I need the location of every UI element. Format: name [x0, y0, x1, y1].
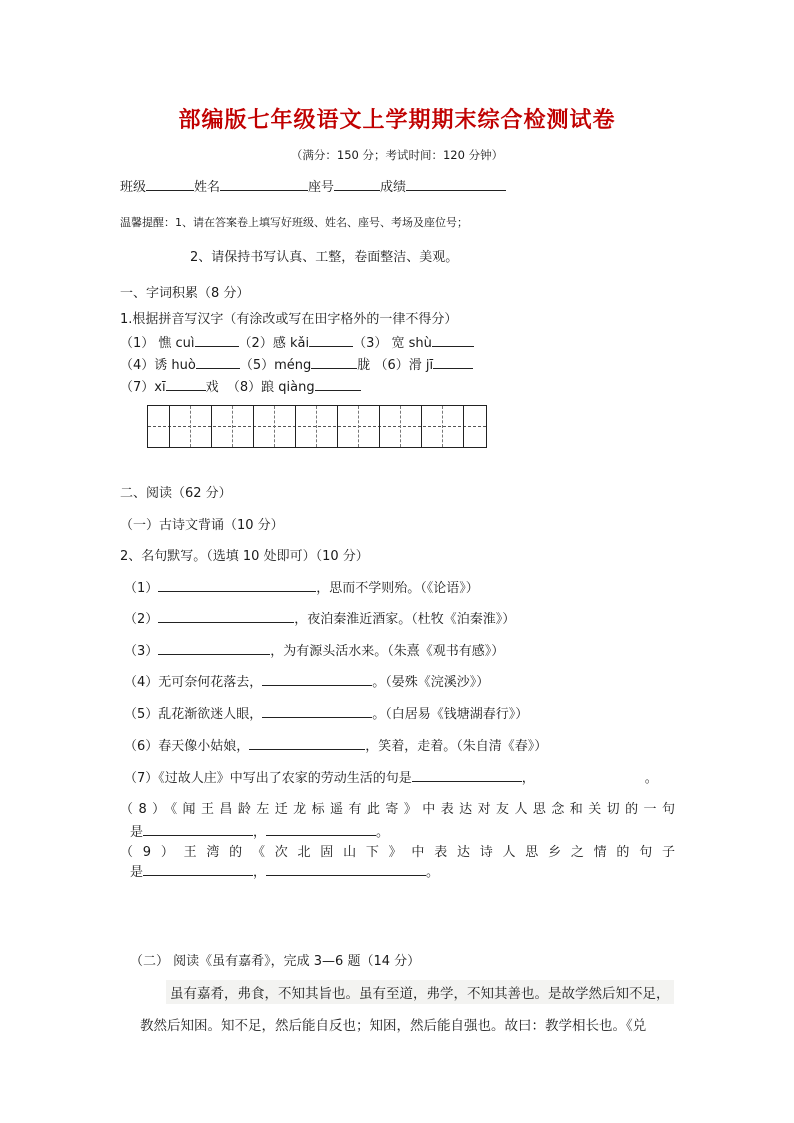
section2-heading: 二、阅读（62 分）: [120, 486, 232, 501]
grid-line: [400, 406, 401, 447]
class-label: 班级: [120, 180, 147, 195]
answer-blank[interactable]: [432, 334, 474, 347]
answer-blank[interactable]: [143, 863, 253, 876]
exam-subtitle: （满分：150 分；考试时间：120 分钟）: [290, 148, 504, 162]
grid-line: [232, 406, 233, 447]
item-prefix: （4）无可奈何花落去，: [124, 675, 263, 690]
answer-blank[interactable]: [158, 610, 294, 623]
name-field[interactable]: [220, 178, 308, 191]
item-suffix: ，夜泊秦淮近酒家。（杜牧《泊秦淮》）: [294, 612, 516, 627]
pinyin-item-5: （5）méng: [239, 358, 312, 373]
recitation-item-4: [124, 671, 489, 690]
item-prefix: 是: [130, 865, 144, 880]
grid-line: [442, 406, 443, 447]
grid-line: [463, 406, 464, 447]
pinyin-row-3: [120, 376, 361, 395]
question-8-line-2: [130, 821, 389, 840]
name-label: 姓名: [194, 180, 221, 195]
answer-blank[interactable]: [158, 579, 316, 592]
grid-line: [190, 406, 191, 447]
answer-blank[interactable]: [266, 823, 376, 836]
reminder-line-2: 2、请保持书写认真、工整，卷面整洁、美观。: [190, 250, 459, 265]
item-prefix: （1）: [124, 581, 159, 596]
grid-line: [421, 406, 422, 447]
answer-blank[interactable]: [311, 356, 357, 369]
recitation-item-7: [124, 767, 658, 786]
item-suffix: 。（白居易《钱塘湖春行》）: [372, 707, 529, 722]
item-separator: ，: [253, 825, 267, 840]
grid-line: [211, 406, 212, 447]
item-suffix: 。: [376, 825, 390, 840]
pinyin-item-3: （3） 宽 shù: [353, 336, 432, 351]
passage-line-1: 虽有嘉肴，弗食，不知其旨也。虽有至道，弗学，不知其善也。是故学然后知不足，: [166, 980, 674, 1004]
score-field[interactable]: [406, 178, 506, 191]
item-suffix: ，思而不学则殆。（《论语》）: [316, 581, 479, 596]
pinyin-item-6: （6）滑 jī: [374, 358, 434, 373]
question-9-line-1: （9）王湾的《次北固山下》中表达诗人思乡之情的句子: [120, 845, 675, 860]
item-prefix: （2）: [124, 612, 159, 627]
passage-line-2: 教然后知困。知不足，然后能自反也；知困，然后能自强也。故曰：教学相长也。《兑: [140, 1018, 647, 1034]
pinyin-row-1: [120, 332, 474, 351]
item-prefix: 是: [130, 825, 144, 840]
item-separator: ，: [521, 771, 535, 786]
subsection-1-heading: （一）古诗文背诵（10 分）: [120, 518, 284, 533]
item-separator: ，: [253, 865, 267, 880]
seat-field[interactable]: [334, 178, 380, 191]
question-2: 2、名句默写。（选填 10 处即可）（10 分）: [120, 549, 369, 564]
recitation-item-1: [124, 577, 479, 596]
item-prefix: （6）春天像小姑娘，: [124, 739, 250, 754]
tianzige-grid[interactable]: [147, 405, 487, 448]
reminder-line-1: 温馨提醒：1、请在答案卷上填写好班级、姓名、座号、考场及座位号；: [120, 216, 468, 229]
seat-label: 座号: [308, 180, 335, 195]
grid-line: [316, 406, 317, 447]
item-prefix: （3）: [124, 644, 159, 659]
answer-blank[interactable]: [309, 334, 353, 347]
score-label: 成绩: [380, 180, 407, 195]
answer-blank[interactable]: [262, 673, 372, 686]
answer-blank[interactable]: [143, 823, 253, 836]
student-info-row: [120, 176, 506, 195]
pinyin-item-5-suffix: 胧: [357, 358, 371, 373]
pinyin-item-1: （1） 憔 cuì: [120, 336, 195, 351]
pinyin-item-7: （7）xī: [120, 380, 166, 395]
grid-line: [358, 406, 359, 447]
answer-blank[interactable]: [266, 863, 426, 876]
item-prefix: （5）乱花渐欲迷人眼，: [124, 707, 263, 722]
question-9-line-2: [130, 861, 439, 880]
grid-line: [337, 406, 338, 447]
item-suffix: ，为有源头活水来。（朱熹《观书有感》）: [270, 644, 505, 659]
page-title: 部编版七年级语文上学期期末综合检测试卷: [178, 107, 616, 133]
class-field[interactable]: [146, 178, 194, 191]
pinyin-item-4: （4）诱 huò: [120, 358, 196, 373]
pinyin-item-8: （8）踉 qiàng: [226, 380, 315, 395]
answer-blank[interactable]: [196, 356, 240, 369]
grid-line: [379, 406, 380, 447]
answer-blank[interactable]: [315, 378, 361, 391]
answer-blank[interactable]: [412, 769, 522, 782]
item-suffix: 。（晏殊《浣溪沙》）: [372, 675, 490, 690]
recitation-item-6: [124, 735, 547, 754]
item-suffix: 。: [644, 771, 658, 786]
grid-line: [253, 406, 254, 447]
answer-blank[interactable]: [166, 378, 206, 391]
recitation-item-2: [124, 608, 515, 627]
grid-line: [274, 406, 275, 447]
grid-line: [169, 406, 170, 447]
pinyin-row-2: [120, 354, 473, 373]
answer-blank[interactable]: [249, 737, 365, 750]
answer-blank[interactable]: [262, 705, 372, 718]
question-8-line-1: （8）《闻王昌龄左迁龙标遥有此寄》中表达对友人思念和关切的一句: [120, 802, 675, 817]
answer-blank[interactable]: [158, 642, 270, 655]
grid-line: [295, 406, 296, 447]
question-1: 1.根据拼音写汉字（有涂改或写在田字格外的一律不得分）: [120, 312, 458, 327]
answer-blank[interactable]: [535, 769, 645, 782]
pinyin-item-2: （2）感 kǎi: [238, 336, 310, 351]
grid-midline: [148, 426, 486, 427]
recitation-item-5: [124, 703, 528, 722]
item-prefix: （7）《过故人庄》中写出了农家的劳动生活的句是: [124, 771, 412, 786]
answer-blank[interactable]: [195, 334, 239, 347]
answer-blank[interactable]: [433, 356, 473, 369]
item-suffix: 。: [426, 865, 440, 880]
subsection-2-heading: （二） 阅读《虽有嘉肴》，完成 3—6 题（14 分）: [130, 954, 421, 969]
item-suffix: ，笑着，走着。（朱自清《春》）: [365, 739, 548, 754]
section1-heading: 一、字词积累（8 分）: [120, 286, 250, 301]
pinyin-item-7-suffix: 戏: [205, 380, 219, 395]
recitation-item-3: [124, 640, 504, 659]
